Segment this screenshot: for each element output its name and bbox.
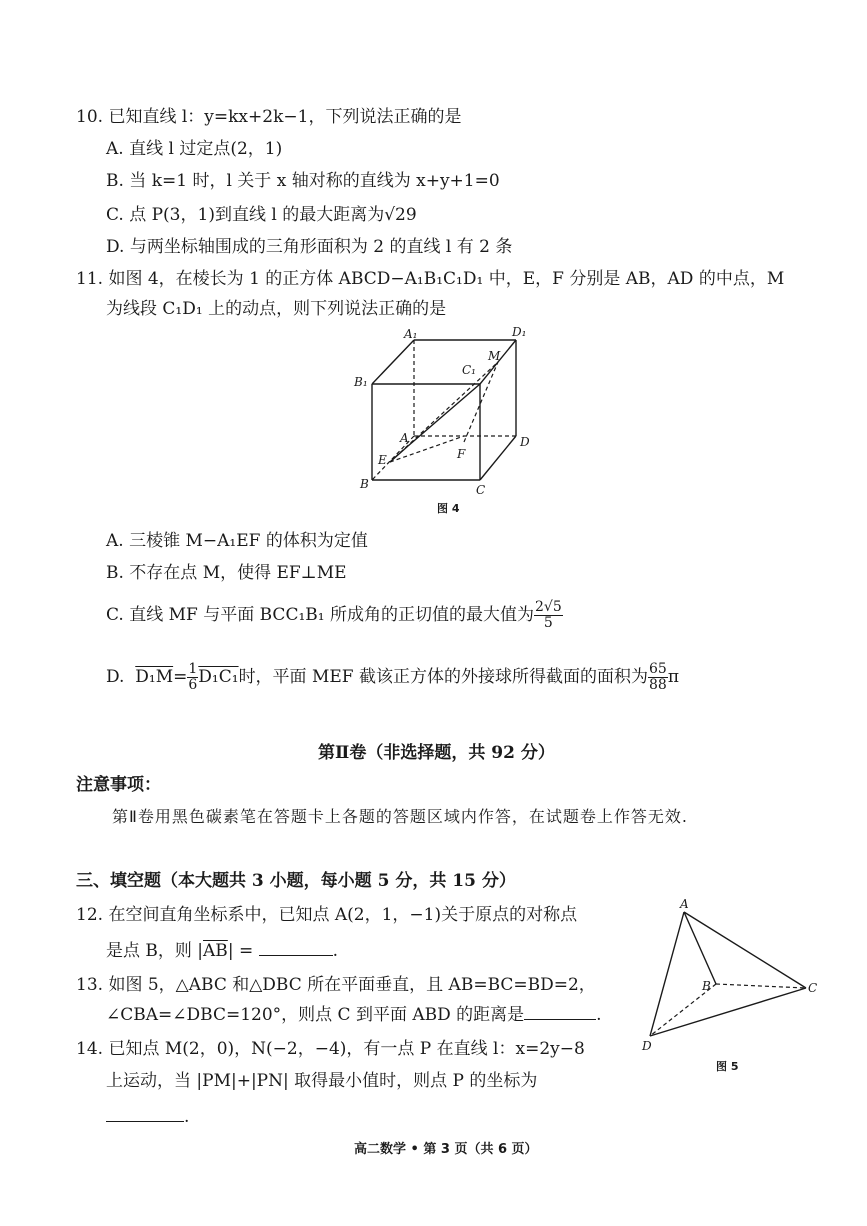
edge-a-c bbox=[684, 912, 806, 988]
q12-line2 bbox=[106, 940, 338, 962]
q14-line2: 上运动，当 |PM|+|PN| 取得最小值时，则点 P 的坐标为 bbox=[106, 1071, 538, 1091]
q11-option-b: B. 不存在点 M，使得 EF⊥ME bbox=[106, 563, 347, 583]
label-d: D bbox=[520, 435, 530, 449]
q10-option-b: B. 当 k=1 时，l 关于 x 轴对称的直线为 x+y+1=0 bbox=[106, 171, 500, 191]
q10-option-d: D. 与两坐标轴围成的三角形面积为 2 的直线 l 有 2 条 bbox=[106, 237, 513, 257]
hidden-edge-b-c bbox=[716, 984, 806, 988]
q11-option-a: A. 三棱锥 M−A₁EF 的体积为定值 bbox=[106, 531, 368, 551]
edge-a-d bbox=[650, 912, 684, 1036]
q13-line2 bbox=[106, 1004, 602, 1026]
fraction-numerator: 2√5 bbox=[534, 599, 562, 615]
q10-option-c bbox=[106, 204, 417, 226]
q14-line3 bbox=[106, 1106, 189, 1128]
label-d1: D₁ bbox=[512, 325, 527, 339]
q11-option-d bbox=[106, 662, 679, 693]
figure-5-caption: 图 5 bbox=[716, 1060, 739, 1073]
hidden-segment-e-m bbox=[390, 362, 498, 462]
fraction-denominator: 6 bbox=[188, 677, 198, 693]
label-c: C bbox=[476, 483, 486, 497]
q11-stem-line2: 为线段 C₁D₁ 上的动点，则下列说法正确的是 bbox=[106, 299, 447, 319]
label-e: E bbox=[378, 453, 387, 467]
page-footer: 高二数学 • 第 3 页（共 6 页） bbox=[354, 1142, 538, 1157]
q11-stem-line1: 11. 如图 4，在棱长为 1 的正方体 ABCD−A₁B₁C₁D₁ 中，E，F 分别是 AB，AD 的中点，M bbox=[76, 269, 785, 289]
part2-title: 第Ⅱ卷（非选择题，共 92 分） bbox=[318, 743, 555, 763]
q10-option-a: A. 直线 l 过定点(2，1) bbox=[106, 139, 283, 159]
edge-a-b bbox=[684, 912, 716, 984]
q11-option-c-fraction bbox=[534, 600, 563, 631]
figure-4-cube bbox=[350, 322, 540, 502]
q12-text-a: 是点 B，则 | bbox=[106, 941, 204, 961]
q11-option-c bbox=[106, 600, 563, 631]
figure-5-tetrahedron bbox=[636, 896, 826, 1056]
label-b: B bbox=[702, 979, 711, 993]
edge-d-c bbox=[650, 988, 806, 1036]
q13-line1: 13. 如图 5，△ABC 和△DBC 所在平面垂直，且 AB=BC=BD=2， bbox=[76, 975, 596, 995]
label-a: A bbox=[680, 897, 689, 911]
vector-d1m: D₁M bbox=[135, 667, 174, 687]
q12-answer-blank bbox=[259, 940, 333, 956]
label-c1: C₁ bbox=[462, 363, 476, 377]
fraction-one-sixth bbox=[187, 662, 198, 693]
notice-title: 注意事项： bbox=[76, 775, 161, 795]
vector-d1c1: D₁C₁ bbox=[198, 667, 239, 687]
q14-answer-blank bbox=[106, 1106, 184, 1122]
q12-line1: 12. 在空间直角坐标系中，已知点 A(2，1，−1)关于原点的对称点 bbox=[76, 905, 578, 925]
label-d: D bbox=[642, 1039, 652, 1053]
figure-4-caption: 图 4 bbox=[437, 502, 460, 515]
segment-c1-a bbox=[408, 384, 480, 446]
fraction-numerator: 65 bbox=[648, 661, 667, 677]
q11-option-d-text: 时，平面 MEF 截该正方体的外接球所得截面的面积为 bbox=[238, 667, 648, 687]
fraction-denominator: 88 bbox=[648, 677, 667, 693]
q12-text-b: | = bbox=[227, 941, 254, 961]
q13-answer-blank bbox=[524, 1004, 596, 1020]
q10-stem: 10. 已知直线 l：y=kx+2k−1，下列说法正确的是 bbox=[76, 107, 462, 127]
q10-option-c-text: C. 点 P(3，1)到直线 l 的最大距离为 bbox=[106, 205, 385, 225]
label-f: F bbox=[457, 447, 466, 461]
q14-line1: 14. 已知点 M(2，0)，N(−2，−4)，有一点 P 在直线 l：x=2y−8 bbox=[76, 1039, 585, 1059]
vector-ab: $\overline{AB}$ bbox=[203, 941, 228, 961]
q10-option-c-value: √29 bbox=[384, 205, 417, 225]
notice-text: 第Ⅱ卷用黑色碳素笔在答题卡上各题的答题区域内作答，在试题卷上作答无效. bbox=[112, 807, 688, 826]
section3-title: 三、填空题（本大题共 3 小题，每小题 5 分，共 15 分） bbox=[76, 871, 516, 891]
edge-a1-b1 bbox=[372, 340, 414, 384]
label-a1: A₁ bbox=[404, 327, 418, 341]
label-a: A bbox=[400, 431, 409, 445]
fraction-numerator: 1 bbox=[188, 661, 198, 677]
fraction-65-88 bbox=[648, 662, 668, 693]
edge-d-c bbox=[480, 436, 516, 480]
equals-sign: = bbox=[173, 667, 188, 687]
label-b1: B₁ bbox=[354, 375, 368, 389]
q11-option-c-text: C. 直线 MF 与平面 BCC₁B₁ 所成角的正切值的最大值为 bbox=[106, 605, 534, 625]
q13-period: . bbox=[596, 1005, 602, 1025]
q14-period: . bbox=[184, 1107, 190, 1127]
label-m: M bbox=[488, 349, 501, 363]
label-b: B bbox=[360, 477, 369, 491]
pi-symbol: π bbox=[667, 667, 679, 687]
q13-text: ∠CBA=∠DBC=120°，则点 C 到平面 ABD 的距离是 bbox=[106, 1005, 525, 1025]
q12-period: . bbox=[332, 941, 339, 961]
label-c: C bbox=[808, 981, 818, 995]
fraction-denominator: 5 bbox=[543, 615, 553, 631]
q11-option-d-label: D. bbox=[106, 667, 136, 687]
